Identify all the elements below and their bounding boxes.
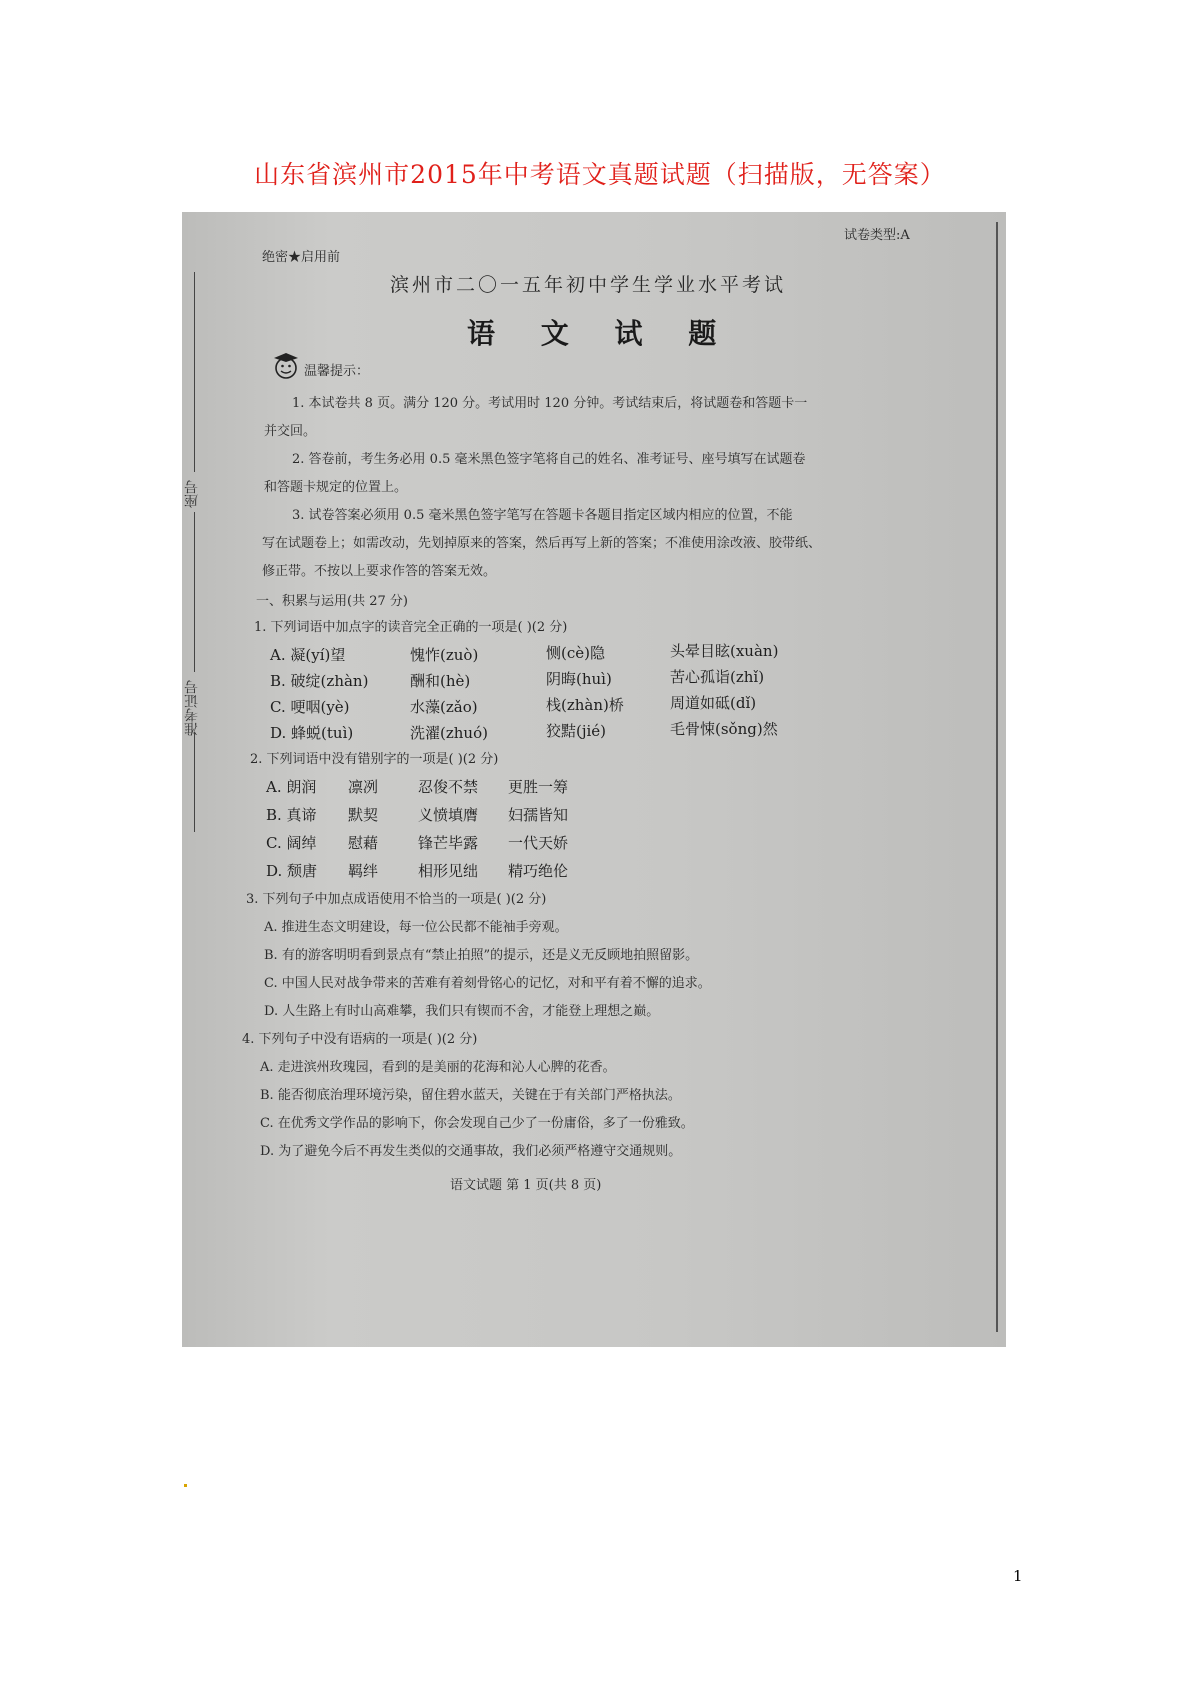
- smiley-graduate-icon: [272, 352, 300, 380]
- option-cell: 凛冽: [348, 778, 379, 796]
- option-cell: 水藻(zǎo): [410, 698, 478, 716]
- tip-line: 修正带。不按以上要求作答的答案无效。: [262, 564, 497, 579]
- seat-number-label: 座号: [184, 480, 200, 508]
- option-cell: 忍俊不禁: [418, 778, 479, 796]
- option-cell: 苦心孤诣(zhǐ): [670, 668, 765, 686]
- page-footer: 语文试题 第 1 页(共 8 页): [450, 1178, 602, 1193]
- tip-line: 和答题卡规定的位置上。: [264, 480, 408, 495]
- option-cell: A. 凝(yí)望: [270, 646, 346, 664]
- option-cell: 酬和(hè): [410, 672, 471, 690]
- secret-mark: 绝密★启用前: [262, 250, 341, 265]
- sentence-option: B. 能否彻底治理环境污染，留住碧水蓝天，关键在于有关部门严格执法。: [260, 1088, 681, 1103]
- option-cell: 羁绊: [348, 862, 379, 880]
- question-stem: 3. 下列句子中加点成语使用不恰当的一项是( )(2 分): [246, 892, 547, 907]
- option-cell: 妇孺皆知: [508, 806, 569, 824]
- option-cell: 精巧绝伦: [508, 862, 569, 880]
- page-number: 1: [1013, 1567, 1023, 1585]
- sentence-option: C. 在优秀文学作品的影响下，你会发现自己少了一份庸俗，多了一份雅致。: [260, 1116, 694, 1131]
- option-cell: 相形见绌: [418, 862, 479, 880]
- question-stem: 1. 下列词语中加点字的读音完全正确的一项是( )(2 分): [254, 620, 568, 635]
- option-cell: 周道如砥(dǐ): [670, 694, 757, 712]
- option-cell: C. 哽咽(yè): [270, 698, 350, 716]
- tip-line: 写在试题卷上；如需改动，先划掉原来的答案，然后再写上新的答案；不准使用涂改液、胶带纸、: [262, 536, 822, 551]
- exam-id-label: 准考证号: [184, 680, 200, 736]
- subject-title: 语 文 试 题: [467, 317, 735, 350]
- tip-line: 并交回。: [264, 424, 317, 439]
- tip-line: 1. 本试卷共 8 页。满分 120 分。考试用时 120 分钟。考试结束后，将试题卷和答题卡一: [292, 396, 808, 411]
- sentence-option: A. 推进生态文明建设，每一位公民都不能袖手旁观。: [264, 920, 568, 935]
- option-cell: 恻(cè)隐: [546, 644, 605, 662]
- scanned-exam-page: [182, 212, 1006, 1347]
- option-cell: 义愤填膺: [418, 806, 479, 824]
- exam-name: 滨州市二〇一五年初中学生学业水平考试: [390, 274, 787, 296]
- sentence-option: A. 走进滨州玫瑰园，看到的是美丽的花海和沁人心脾的花香。: [260, 1060, 616, 1075]
- document-title: 山东省滨州市2015年中考语文真题试题（扫描版，无答案）: [254, 160, 946, 189]
- option-cell: C. 阔绰: [266, 834, 317, 852]
- option-cell: 一代天娇: [508, 834, 569, 852]
- option-cell: 慰藉: [348, 834, 379, 852]
- stray-mark: [184, 1484, 187, 1487]
- sentence-option: D. 为了避免今后不再发生类似的交通事故，我们必须严格遵守交通规则。: [260, 1144, 682, 1159]
- option-cell: D. 蜂蜕(tuì): [270, 724, 354, 742]
- option-cell: D. 颓唐: [266, 862, 318, 880]
- option-cell: 愧怍(zuò): [410, 646, 479, 664]
- option-cell: 锋芒毕露: [418, 834, 479, 852]
- section-heading: 一、积累与运用(共 27 分): [256, 594, 408, 609]
- tip-line: 2. 答卷前，考生务必用 0.5 毫米黑色签字笔将自己的姓名、准考证号、座号填写在试题卷: [292, 452, 806, 467]
- option-cell: 狡黠(jié): [546, 722, 607, 740]
- exam-type: 试卷类型:A: [844, 228, 910, 243]
- option-cell: A. 朗润: [266, 778, 317, 796]
- option-cell: 更胜一筹: [508, 778, 569, 796]
- tip-line: 3. 试卷答案必须用 0.5 毫米黑色签字笔写在答题卡各题目指定区域内相应的位置，不能: [292, 508, 793, 523]
- option-cell: 栈(zhàn)桥: [546, 696, 624, 714]
- sentence-option: D. 人生路上有时山高难攀，我们只有锲而不舍，才能登上理想之巅。: [264, 1004, 660, 1019]
- option-cell: 洗濯(zhuó): [410, 724, 488, 742]
- option-cell: 毛骨悚(sǒng)然: [670, 720, 778, 738]
- question-stem: 2. 下列词语中没有错别字的一项是( )(2 分): [250, 752, 499, 767]
- sentence-option: C. 中国人民对战争带来的苦难有着刻骨铭心的记忆，对和平有着不懈的追求。: [264, 976, 711, 991]
- option-cell: B. 破绽(zhàn): [270, 672, 369, 690]
- option-cell: B. 真谛: [266, 806, 317, 824]
- sentence-option: B. 有的游客明明看到景点有“禁止拍照”的提示，还是义无反顾地拍照留影。: [264, 948, 699, 963]
- option-cell: 默契: [348, 806, 379, 824]
- question-stem: 4. 下列句子中没有语病的一项是( )(2 分): [242, 1032, 478, 1047]
- option-cell: 头晕目眩(xuàn): [670, 642, 779, 660]
- option-cell: 阴晦(huì): [546, 670, 612, 688]
- tips-label: 温馨提示：: [304, 364, 370, 379]
